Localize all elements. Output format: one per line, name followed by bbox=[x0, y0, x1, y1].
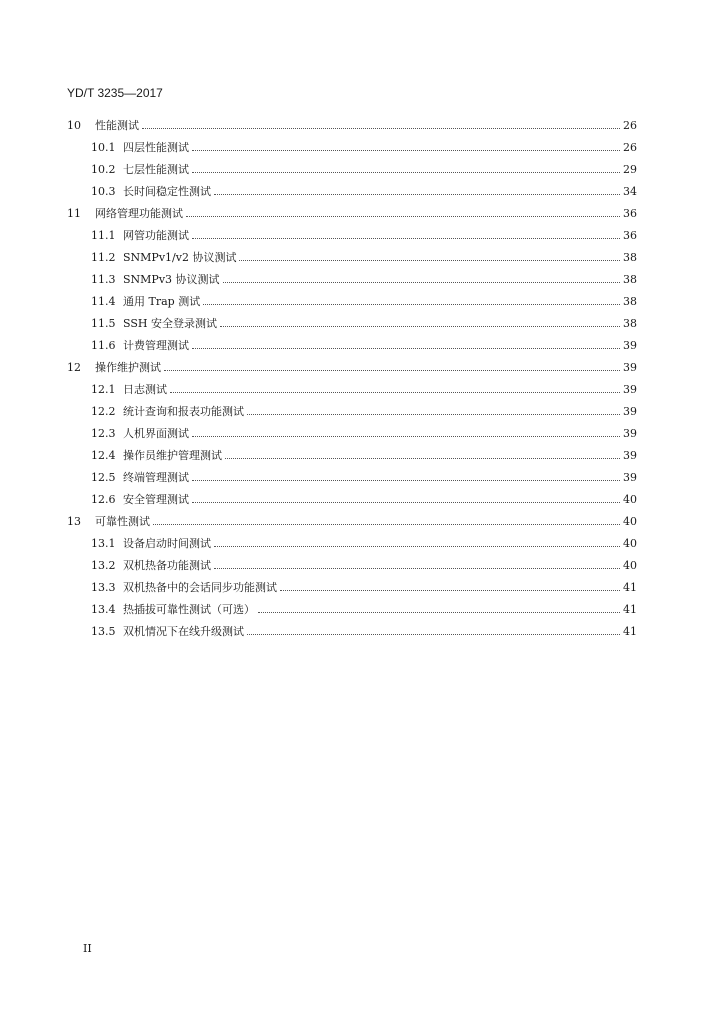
toc-row bbox=[0, 444, 724, 466]
toc-row bbox=[0, 114, 724, 136]
toc-dot-leader bbox=[192, 436, 620, 437]
toc-entry-page: 39 bbox=[623, 360, 637, 374]
toc-section-entry[interactable] bbox=[91, 466, 637, 488]
toc-entry-page: 41 bbox=[623, 602, 637, 616]
toc-row bbox=[0, 180, 724, 202]
toc-entry-number: 12.1 bbox=[91, 382, 116, 396]
toc-section-entry[interactable] bbox=[91, 444, 637, 466]
toc-dot-leader bbox=[170, 392, 620, 393]
toc-entry-title: 终端管理测试 bbox=[123, 471, 189, 484]
toc-entry-number: 11 bbox=[67, 206, 81, 220]
document-header: YD/T 3235—2017 bbox=[67, 86, 163, 100]
toc-dot-leader bbox=[192, 150, 620, 151]
toc-entry-number: 13.3 bbox=[91, 580, 116, 594]
toc-entry-title: 可靠性测试 bbox=[95, 515, 150, 528]
toc-row bbox=[0, 466, 724, 488]
toc-chapter-entry[interactable] bbox=[67, 202, 637, 224]
toc-entry-title: 长时间稳定性测试 bbox=[123, 185, 211, 198]
toc-entry-page: 39 bbox=[623, 338, 637, 352]
toc-entry-title: 四层性能测试 bbox=[123, 141, 189, 154]
toc-section-entry[interactable] bbox=[91, 532, 637, 554]
toc-entry-title: 性能测试 bbox=[95, 119, 139, 132]
toc-entry-title: 网络管理功能测试 bbox=[95, 207, 183, 220]
toc-dot-leader bbox=[192, 502, 620, 503]
toc-row bbox=[0, 268, 724, 290]
toc-dot-leader bbox=[192, 480, 620, 481]
toc-row bbox=[0, 158, 724, 180]
toc-row bbox=[0, 554, 724, 576]
toc-row bbox=[0, 136, 724, 158]
toc-section-entry[interactable] bbox=[91, 290, 637, 312]
toc-dot-leader bbox=[258, 612, 620, 613]
toc-dot-leader bbox=[192, 348, 620, 349]
toc-dot-leader bbox=[214, 546, 620, 547]
toc-entry-number: 12 bbox=[67, 360, 81, 374]
toc-entry-number: 12.2 bbox=[91, 404, 116, 418]
toc-entry-number: 11.3 bbox=[91, 272, 116, 286]
toc-entry-title: 双机热备中的会话同步功能测试 bbox=[123, 581, 277, 594]
toc-row bbox=[0, 246, 724, 268]
toc-row bbox=[0, 400, 724, 422]
toc-dot-leader bbox=[239, 260, 620, 261]
toc-section-entry[interactable] bbox=[91, 268, 637, 290]
toc-row bbox=[0, 620, 724, 642]
toc-row bbox=[0, 312, 724, 334]
table-of-contents bbox=[0, 114, 724, 642]
toc-entry-page: 26 bbox=[623, 140, 637, 154]
toc-section-entry[interactable] bbox=[91, 312, 637, 334]
toc-entry-number: 12.5 bbox=[91, 470, 116, 484]
toc-entry-page: 38 bbox=[623, 294, 637, 308]
toc-dot-leader bbox=[192, 238, 620, 239]
toc-entry-number: 10 bbox=[67, 118, 81, 132]
toc-row bbox=[0, 202, 724, 224]
toc-dot-leader bbox=[153, 524, 620, 525]
toc-section-entry[interactable] bbox=[91, 422, 637, 444]
toc-dot-leader bbox=[192, 172, 620, 173]
toc-section-entry[interactable] bbox=[91, 334, 637, 356]
toc-entry-number: 12.4 bbox=[91, 448, 116, 462]
toc-entry-number: 13.4 bbox=[91, 602, 116, 616]
toc-chapter-entry[interactable] bbox=[67, 114, 637, 136]
toc-dot-leader bbox=[164, 370, 620, 371]
toc-row bbox=[0, 422, 724, 444]
toc-entry-title: 计费管理测试 bbox=[123, 339, 189, 352]
toc-entry-number: 10.3 bbox=[91, 184, 116, 198]
toc-dot-leader bbox=[220, 326, 620, 327]
toc-dot-leader bbox=[280, 590, 620, 591]
page-number: II bbox=[83, 942, 92, 955]
toc-chapter-entry[interactable] bbox=[67, 356, 637, 378]
toc-dot-leader bbox=[142, 128, 620, 129]
toc-section-entry[interactable] bbox=[91, 598, 637, 620]
toc-entry-page: 36 bbox=[623, 228, 637, 242]
toc-entry-number: 10.2 bbox=[91, 162, 116, 176]
toc-entry-title: 网管功能测试 bbox=[123, 229, 189, 242]
toc-entry-page: 34 bbox=[623, 184, 637, 198]
toc-entry-title: 热插拔可靠性测试（可选） bbox=[123, 603, 255, 616]
toc-row bbox=[0, 532, 724, 554]
toc-entry-page: 40 bbox=[623, 558, 637, 572]
toc-section-entry[interactable] bbox=[91, 224, 637, 246]
toc-entry-page: 41 bbox=[623, 580, 637, 594]
toc-entry-page: 40 bbox=[623, 536, 637, 550]
toc-entry-number: 13.5 bbox=[91, 624, 116, 638]
toc-row bbox=[0, 510, 724, 532]
toc-chapter-entry[interactable] bbox=[67, 510, 637, 532]
toc-entry-title: 操作维护测试 bbox=[95, 361, 161, 374]
toc-entry-number: 12.3 bbox=[91, 426, 116, 440]
toc-entry-title: 统计查询和报表功能测试 bbox=[123, 405, 244, 418]
toc-entry-title: 安全管理测试 bbox=[123, 493, 189, 506]
toc-row bbox=[0, 488, 724, 510]
toc-row bbox=[0, 378, 724, 400]
toc-section-entry[interactable] bbox=[91, 620, 637, 642]
toc-section-entry[interactable] bbox=[91, 554, 637, 576]
toc-entry-page: 29 bbox=[623, 162, 637, 176]
toc-entry-page: 39 bbox=[623, 382, 637, 396]
toc-entry-number: 13.2 bbox=[91, 558, 116, 572]
toc-entry-page: 39 bbox=[623, 404, 637, 418]
toc-entry-page: 36 bbox=[623, 206, 637, 220]
toc-entry-number: 11.4 bbox=[91, 294, 116, 308]
toc-dot-leader bbox=[247, 414, 620, 415]
toc-section-entry[interactable] bbox=[91, 246, 637, 268]
toc-entry-page: 26 bbox=[623, 118, 637, 132]
toc-entry-number: 13 bbox=[67, 514, 81, 528]
toc-entry-page: 39 bbox=[623, 448, 637, 462]
toc-entry-title: 双机情况下在线升级测试 bbox=[123, 625, 244, 638]
toc-entry-number: 11.6 bbox=[91, 338, 116, 352]
toc-dot-leader bbox=[225, 458, 620, 459]
toc-entry-title: 七层性能测试 bbox=[123, 163, 189, 176]
toc-section-entry[interactable] bbox=[91, 576, 637, 598]
toc-entry-title: 双机热备功能测试 bbox=[123, 559, 211, 572]
toc-entry-number: 11.5 bbox=[91, 316, 116, 330]
toc-entry-title: SNMPv3 协议测试 bbox=[123, 273, 220, 286]
toc-entry-page: 38 bbox=[623, 250, 637, 264]
toc-section-entry[interactable] bbox=[91, 488, 637, 510]
toc-entry-number: 11.2 bbox=[91, 250, 116, 264]
toc-section-entry[interactable] bbox=[91, 400, 637, 422]
toc-entry-number: 11.1 bbox=[91, 228, 116, 242]
toc-entry-number: 12.6 bbox=[91, 492, 116, 506]
toc-entry-page: 38 bbox=[623, 316, 637, 330]
toc-entry-page: 38 bbox=[623, 272, 637, 286]
toc-entry-page: 41 bbox=[623, 624, 637, 638]
toc-row bbox=[0, 576, 724, 598]
toc-entry-title: 人机界面测试 bbox=[123, 427, 189, 440]
toc-entry-number: 10.1 bbox=[91, 140, 116, 154]
toc-dot-leader bbox=[186, 216, 620, 217]
toc-row bbox=[0, 290, 724, 312]
toc-dot-leader bbox=[203, 304, 620, 305]
toc-entry-page: 40 bbox=[623, 514, 637, 528]
toc-entry-title: 设备启动时间测试 bbox=[123, 537, 211, 550]
toc-row bbox=[0, 356, 724, 378]
toc-row bbox=[0, 334, 724, 356]
toc-entry-page: 39 bbox=[623, 470, 637, 484]
toc-entry-title: SNMPv1/v2 协议测试 bbox=[123, 251, 237, 264]
toc-dot-leader bbox=[247, 634, 620, 635]
toc-entry-title: 日志测试 bbox=[123, 383, 167, 396]
toc-dot-leader bbox=[223, 282, 620, 283]
toc-entry-title: 操作员维护管理测试 bbox=[123, 449, 222, 462]
toc-entry-title: SSH 安全登录测试 bbox=[123, 317, 217, 330]
toc-section-entry[interactable] bbox=[91, 158, 637, 180]
toc-dot-leader bbox=[214, 194, 620, 195]
toc-section-entry[interactable] bbox=[91, 136, 637, 158]
toc-entry-page: 39 bbox=[623, 426, 637, 440]
toc-entry-title: 通用 Trap 测试 bbox=[123, 295, 201, 308]
toc-entry-page: 40 bbox=[623, 492, 637, 506]
toc-section-entry[interactable] bbox=[91, 180, 637, 202]
toc-row bbox=[0, 224, 724, 246]
toc-dot-leader bbox=[214, 568, 620, 569]
toc-entry-number: 13.1 bbox=[91, 536, 116, 550]
toc-section-entry[interactable] bbox=[91, 378, 637, 400]
toc-row bbox=[0, 598, 724, 620]
